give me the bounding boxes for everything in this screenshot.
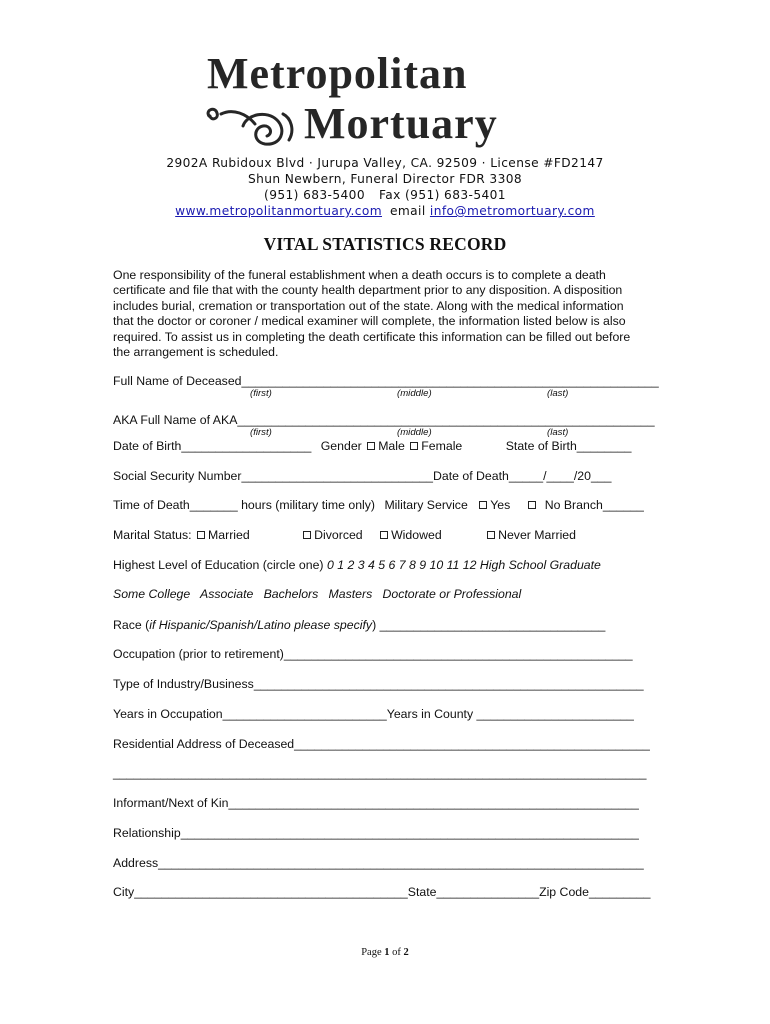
- page-number: [0, 947, 770, 958]
- divorced-checkbox[interactable]: [303, 531, 311, 539]
- intro-line: required. To assist us in completing the death certificate this information can be filled out before: [113, 329, 631, 344]
- full-name-row: [113, 374, 659, 389]
- document-title: VITAL STATISTICS RECORD: [263, 234, 507, 254]
- education-label: Highest Level of Education (circle one): [113, 558, 324, 572]
- name-sub-middle: (middle): [397, 388, 432, 399]
- military-yes-checkbox[interactable]: [479, 501, 487, 509]
- aka-sub-last: (last): [547, 427, 569, 438]
- aka-sub-middle: (middle): [397, 427, 432, 438]
- female-checkbox[interactable]: [410, 442, 418, 450]
- branch-label: Branch: [563, 498, 603, 512]
- race-row: [113, 618, 605, 633]
- married-checkbox[interactable]: [197, 531, 205, 539]
- education-options-2[interactable]: Some College Associate Bachelors Masters Doctorate or Professional: [113, 587, 522, 601]
- race-field[interactable]: _________________________________: [379, 618, 606, 632]
- dob-label: Date of Birth: [113, 439, 182, 453]
- residence-field[interactable]: ____________________________________________________: [294, 737, 650, 751]
- city-field[interactable]: ________________________________________: [134, 885, 408, 899]
- address-field[interactable]: _______________________________________________________________________: [158, 856, 644, 870]
- military-no-checkbox[interactable]: [528, 501, 536, 509]
- page-total: 2: [403, 947, 409, 958]
- industry-label: Type of Industry/Business: [113, 677, 254, 691]
- logo: [0, 50, 770, 155]
- web-email-line: [0, 203, 770, 219]
- name-sub-first: (first): [250, 388, 272, 399]
- ssn-field[interactable]: ____________________________: [241, 469, 433, 483]
- informant-label: Informant/Next of Kin: [113, 796, 229, 810]
- aka-field[interactable]: _____________________________________________________________: [237, 413, 655, 427]
- swirl-ornament-icon: [203, 104, 299, 150]
- city-state-zip-row: [113, 885, 651, 900]
- relationship-row: [113, 826, 639, 841]
- informant-field[interactable]: ____________________________________________________________: [228, 796, 639, 810]
- intro-line: certificate and file that with the county health department prior to any disposition. A disposition: [113, 283, 623, 298]
- phone-fax-line: [0, 187, 770, 203]
- years-county-field[interactable]: _______________________: [476, 707, 634, 721]
- address-label: Address: [113, 856, 159, 870]
- full-name-label: Full Name of Deceased: [113, 374, 242, 388]
- ssn-label: Social Security Number: [113, 469, 242, 483]
- military-label: Military Service: [384, 498, 468, 512]
- aka-label: AKA Full Name of AKA: [113, 413, 238, 427]
- tod-hours-note: hours (military time only): [241, 498, 376, 512]
- page-prefix: Page: [361, 947, 382, 958]
- occupation-row: [113, 647, 633, 662]
- relationship-field[interactable]: ___________________________________________________________________: [180, 826, 639, 840]
- widowed-checkbox[interactable]: [380, 531, 388, 539]
- dod-separator-1: /: [543, 469, 547, 483]
- industry-field[interactable]: _________________________________________________________: [253, 677, 644, 691]
- dod-separator-2: /20: [573, 469, 591, 483]
- years-occupation-label: Years in Occupation: [113, 707, 223, 721]
- funeral-director: Shun Newbern, Funeral Director FDR 3308: [247, 172, 523, 186]
- aka-sub-first: (first): [250, 427, 272, 438]
- intro-line: that the doctor or coroner / medical examiner will complete, the information listed below is also: [113, 314, 626, 329]
- birth-gender-row: [113, 439, 632, 454]
- zip-label: Zip Code: [539, 885, 589, 899]
- relationship-label: Relationship: [113, 826, 181, 840]
- website-link[interactable]: www.metropolitanmortuary.com: [175, 204, 383, 218]
- marital-status-row: [113, 528, 576, 543]
- male-checkbox[interactable]: [367, 442, 375, 450]
- time-military-row: [113, 498, 644, 513]
- years-county-label: Years in County: [386, 707, 474, 721]
- dod-day-field[interactable]: ____: [546, 469, 574, 483]
- email-link[interactable]: info@metromortuary.com: [429, 204, 595, 218]
- intro-line: the arrangement is scheduled.: [113, 345, 279, 360]
- occupation-field[interactable]: ___________________________________________________: [283, 647, 633, 661]
- page-of: of: [392, 947, 401, 958]
- residence-row: [113, 737, 650, 752]
- years-row: [113, 707, 634, 722]
- full-name-field[interactable]: _____________________________________________________________: [241, 374, 659, 388]
- residence-label: Residential Address of Deceased: [113, 737, 295, 751]
- email-label: email: [390, 204, 426, 218]
- widowed-label: Widowed: [391, 528, 442, 542]
- male-label: Male: [378, 439, 405, 453]
- dod-label: Date of Death: [432, 469, 509, 483]
- page-current: 1: [384, 947, 390, 958]
- never-married-checkbox[interactable]: [487, 531, 495, 539]
- tod-label: Time of Death: [113, 498, 190, 512]
- name-sub-last: (last): [547, 388, 569, 399]
- dod-month-field[interactable]: _____: [508, 469, 544, 483]
- intro-line: includes burial, cremation or transportation out of the state. Along with the medical information: [113, 298, 624, 313]
- zip-field[interactable]: _________: [588, 885, 651, 899]
- education-options[interactable]: 0 1 2 3 4 5 6 7 8 9 10 11 12 High School Graduate: [326, 558, 601, 572]
- business-address: 2902A Rubidoux Blvd · Jurupa Valley, CA. 92509 · License #FD2147: [166, 156, 604, 170]
- occupation-label: Occupation (prior to retirement): [113, 647, 284, 661]
- gender-label: Gender: [320, 439, 362, 453]
- married-label: Married: [208, 528, 250, 542]
- ssn-death-row: [113, 469, 612, 484]
- branch-field[interactable]: ______: [602, 498, 644, 512]
- state-label: State: [407, 885, 437, 899]
- years-occupation-field[interactable]: ________________________: [222, 707, 387, 721]
- tod-field[interactable]: _______: [189, 498, 238, 512]
- military-no-label: No: [544, 498, 561, 512]
- residence-field-line-2[interactable]: ______________________________________________________________________________: [113, 766, 647, 780]
- logo-line-1: Metropolitan: [207, 49, 468, 98]
- informant-row: [113, 796, 639, 811]
- intro-line: One responsibility of the funeral establishment when a death occurs is to complete a death: [113, 268, 606, 282]
- divorced-label: Divorced: [314, 528, 363, 542]
- city-label: City: [113, 885, 135, 899]
- marital-label: Marital Status:: [113, 528, 192, 542]
- fax-number: Fax (951) 683-5401: [378, 188, 506, 202]
- state-of-birth-field[interactable]: ________: [576, 439, 632, 453]
- dob-field[interactable]: ___________________: [181, 439, 312, 453]
- state-field[interactable]: _______________: [436, 885, 540, 899]
- race-close: ): [372, 618, 377, 632]
- logo-line-2: Mortuary: [304, 99, 498, 148]
- education-row: [113, 558, 601, 573]
- female-label: Female: [421, 439, 463, 453]
- dod-year-field[interactable]: ___: [590, 469, 612, 483]
- never-married-label: Never Married: [498, 528, 576, 542]
- address-row: [113, 856, 644, 871]
- state-of-birth-label: State of Birth: [505, 439, 577, 453]
- phone-number: (951) 683-5400: [264, 188, 365, 202]
- intro-paragraph: [113, 268, 661, 360]
- aka-row: [113, 413, 655, 428]
- race-label: Race (: [113, 618, 150, 632]
- race-specify-note: if Hispanic/Spanish/Latino please specify: [149, 618, 373, 632]
- military-yes-label: Yes: [490, 498, 511, 512]
- industry-row: [113, 677, 644, 692]
